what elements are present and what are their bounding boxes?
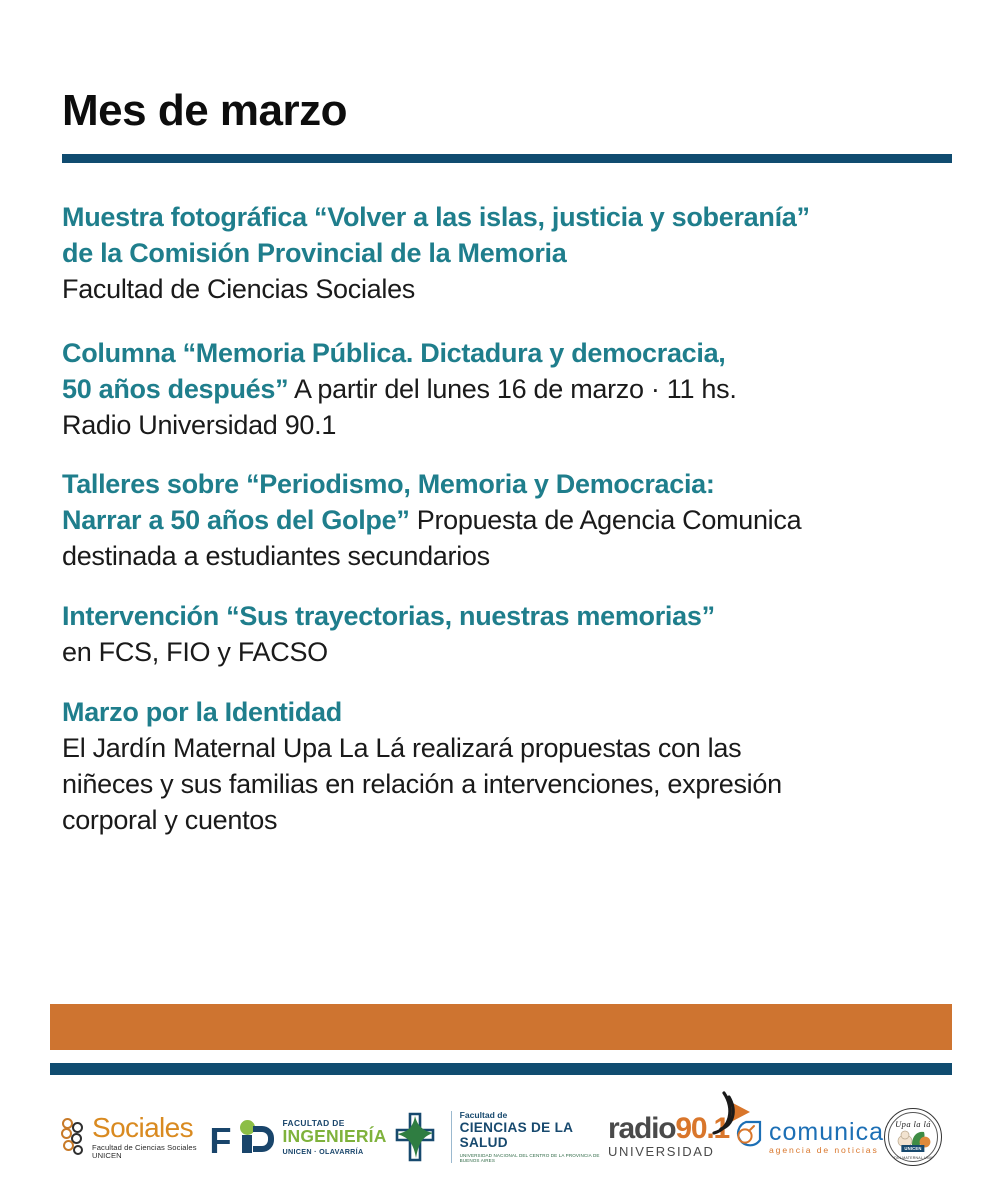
title-underline-rule bbox=[62, 154, 952, 163]
salud-line-2: CIENCIAS DE LA SALUD bbox=[459, 1119, 573, 1150]
comunica-wordmark: comunica bbox=[769, 1117, 884, 1146]
event-text bbox=[62, 467, 962, 575]
event-plain-line: niñeces y sus familias en relación a intervenciones, expresión bbox=[62, 768, 782, 799]
fio-line-3: UNICEN · OLAVARRÍA bbox=[282, 1146, 364, 1156]
event-plain-line: Facultad de Ciencias Sociales bbox=[62, 273, 415, 304]
logo-radio-universidad bbox=[608, 1111, 729, 1160]
salud-line-3: UNIVERSIDAD NACIONAL DEL CENTRO DE LA PROVINCIA DE BUENOS AIRES bbox=[459, 1152, 600, 1163]
radio-frequency: 90.1 bbox=[675, 1111, 729, 1145]
events-list bbox=[62, 200, 962, 839]
radio-wordmark-row bbox=[608, 1111, 729, 1145]
event-plain-line: corporal y cuentos bbox=[62, 804, 278, 835]
footer-logo-strip bbox=[50, 1096, 952, 1178]
event-item-intervencion-trayectorias bbox=[62, 599, 962, 671]
event-item-columna-memoria-publica bbox=[62, 336, 962, 444]
logo-ciencias-de-la-salud bbox=[387, 1106, 608, 1168]
event-highlight-line: Columna “Memoria Pública. Dictadura y democracia, bbox=[62, 337, 726, 368]
upa-seal-icon bbox=[884, 1108, 942, 1166]
salud-line-1: Facultad de bbox=[459, 1110, 508, 1121]
sociales-wordmark: Sociales bbox=[92, 1112, 194, 1144]
event-highlight-line: de la Comisión Provincial de la Memoria bbox=[62, 237, 567, 268]
orange-divider-bar bbox=[50, 1004, 952, 1050]
upa-subtitle: JARDÍN MATERNAL UNICEN bbox=[886, 1156, 940, 1160]
event-text bbox=[62, 599, 962, 671]
event-highlight-line: Muestra fotográfica “Volver a las islas, justicia y soberanía” bbox=[62, 202, 810, 232]
fio-line-2: INGENIERÍA bbox=[282, 1126, 387, 1147]
logo-sociales bbox=[60, 1114, 209, 1159]
event-item-talleres-periodismo bbox=[62, 467, 962, 575]
radio-wordmark: radio bbox=[608, 1111, 676, 1145]
upa-badge: UNICEN bbox=[901, 1145, 924, 1152]
event-plain-line: Radio Universidad 90.1 bbox=[62, 409, 337, 440]
green-cross-icon bbox=[387, 1106, 443, 1168]
event-highlight-line: 50 años después” bbox=[62, 373, 289, 404]
sociales-text bbox=[92, 1114, 209, 1159]
comunica-subtitle: agencia de noticias bbox=[769, 1145, 879, 1156]
event-item-marzo-por-la-identidad bbox=[62, 695, 962, 839]
event-inline-plain: A partir del lunes 16 de marzo · 11 hs. bbox=[288, 373, 737, 404]
event-highlight-line: Marzo por la Identidad bbox=[62, 696, 342, 727]
sociales-subtitle: Facultad de Ciencias Sociales UNICEN bbox=[92, 1143, 197, 1160]
event-plain-line: destinada a estudiantes secundarios bbox=[62, 541, 490, 572]
event-text bbox=[62, 336, 962, 444]
fio-monogram-icon: F bbox=[209, 1117, 275, 1157]
event-plain-line: en FCS, FIO y FACSO bbox=[62, 637, 328, 668]
page-title: Mes de marzo bbox=[62, 86, 347, 135]
event-highlight-line: Intervención “Sus trayectorias, nuestras memorias” bbox=[62, 601, 715, 632]
event-text bbox=[62, 200, 962, 308]
event-plain-line: El Jardín Maternal Upa La Lá realizará propuestas con las bbox=[62, 732, 742, 763]
logo-comunica bbox=[729, 1119, 884, 1155]
fio-line-1: FACULTAD DE bbox=[282, 1117, 345, 1128]
salud-text bbox=[451, 1111, 608, 1162]
comunica-text bbox=[769, 1119, 884, 1155]
event-highlight-line: Talleres sobre “Periodismo, Memoria y Democracia: bbox=[62, 469, 715, 500]
logo-upa-la-la bbox=[884, 1108, 942, 1166]
event-item-muestra-fotografica bbox=[62, 200, 962, 308]
speech-bubble-icon bbox=[729, 1120, 763, 1154]
fio-text bbox=[282, 1119, 386, 1156]
logo-fio bbox=[209, 1117, 387, 1161]
event-highlight-line: Narrar a 50 años del Golpe” bbox=[62, 505, 410, 536]
title-block bbox=[62, 88, 952, 134]
radio-subtitle: UNIVERSIDAD bbox=[608, 1144, 715, 1160]
navy-divider-bar bbox=[50, 1063, 952, 1075]
event-text bbox=[62, 695, 962, 839]
upa-wordmark: Upa la lá bbox=[895, 1119, 931, 1129]
sociales-spiral-icon bbox=[60, 1117, 86, 1157]
event-inline-plain: Propuesta de Agencia Comunica bbox=[409, 505, 802, 536]
